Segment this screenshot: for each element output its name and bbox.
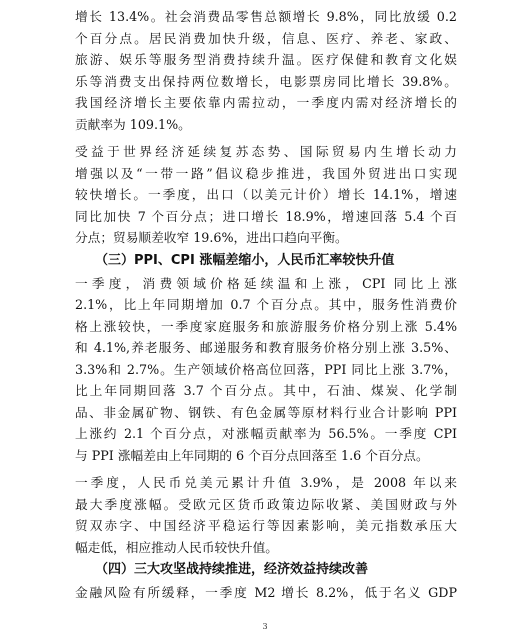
text-line: 增强以及“一带一路”倡议稳步推进，我国外贸进出口实现 bbox=[75, 165, 457, 181]
text-line: 最大季度涨幅。受欧元区货币政策边际收紧、美国财政与外 bbox=[75, 496, 457, 512]
text-line: 旅游、娱乐等服务型消费持续升温。医疗保健和教育文化娱 bbox=[75, 52, 457, 67]
text-line: 分点；贸易顺差收窄 19.6%，进出口趋向平衡。 bbox=[75, 230, 348, 245]
section-heading: （四）三大攻坚战持续推进，经济效益持续改善 bbox=[95, 562, 369, 577]
text-line: 贸双赤字、中国经济平稳运行等因素影响，美元指数承压大 bbox=[75, 518, 457, 533]
text-line: 与 PPI 涨幅差由上年同期的 6 个百分点回落至 1.6 个百分点。 bbox=[75, 447, 429, 463]
text-line: 同比加快 7 个百分点；进口增长 18.9%，增速回落 5.4 个百 bbox=[75, 208, 457, 224]
text-line: 2.1%，比上年同期增加 0.7 个百分点。其中，服务性消费价 bbox=[75, 297, 457, 312]
text-line: 增长 13.4%。社会消费品零售总额增长 9.8%，同比放缓 0.2 bbox=[75, 9, 457, 24]
text-line: 受益于世界经济延续复苏态势、国际贸易内生增长动力 bbox=[75, 144, 457, 159]
text-line: 格上涨较快，一季度家庭服务和旅游服务价格分别上涨 5.4% bbox=[75, 318, 457, 334]
text-line: 个百分点。居民消费加快升级，信息、医疗、养老、家政、 bbox=[75, 30, 457, 46]
text-line: 3.3%和 2.7%。生产领域价格高位回落，PPI 同比上涨 3.7%， bbox=[75, 361, 457, 377]
page-number: 3 bbox=[262, 622, 268, 631]
text-line: 贡献率为 109.1%。 bbox=[75, 116, 191, 132]
text-line: 品、非金属矿物、钢铁、有色金属等原材料行业合计影响 PPI bbox=[75, 404, 457, 420]
text-line: 和 4.1%,养老服务、邮递服务和教育服务价格分别上涨 3.5%、 bbox=[75, 340, 457, 355]
text-line: 幅走低，相应推动人民币较快升值。 bbox=[75, 539, 278, 555]
text-line: 乐等消费支出保持两位数增长，电影票房同比增长 39.8%。 bbox=[75, 73, 457, 89]
text-line: 一季度，人民币兑美元累计升值 3.9%，是 2008 年以来 bbox=[75, 475, 457, 490]
text-line: 较快增长。一季度，出口（以美元计价）增长 14.1%，增速 bbox=[75, 187, 457, 202]
section-heading: （三）PPI、CPI 涨幅差缩小，人民币汇率较快升值 bbox=[95, 252, 395, 268]
document-page bbox=[75, 6, 457, 604]
text-line: 金融风险有所缓释，一季度 M2 增长 8.2%，低于名义 GDP bbox=[75, 585, 457, 600]
text-line: 比上年同期回落 3.7 个百分点。其中，石油、煤炭、化学制 bbox=[75, 383, 457, 398]
text-line: 一季度，消费领域价格延续温和上涨，CPI 同比上涨 bbox=[75, 275, 457, 291]
text-line: 我国经济增长主要依靠内需拉动，一季度内需对经济增长的 bbox=[75, 95, 457, 110]
text-line: 上涨约 2.1 个百分点，对涨幅贡献率为 56.5%。一季度 CPI bbox=[75, 426, 457, 441]
